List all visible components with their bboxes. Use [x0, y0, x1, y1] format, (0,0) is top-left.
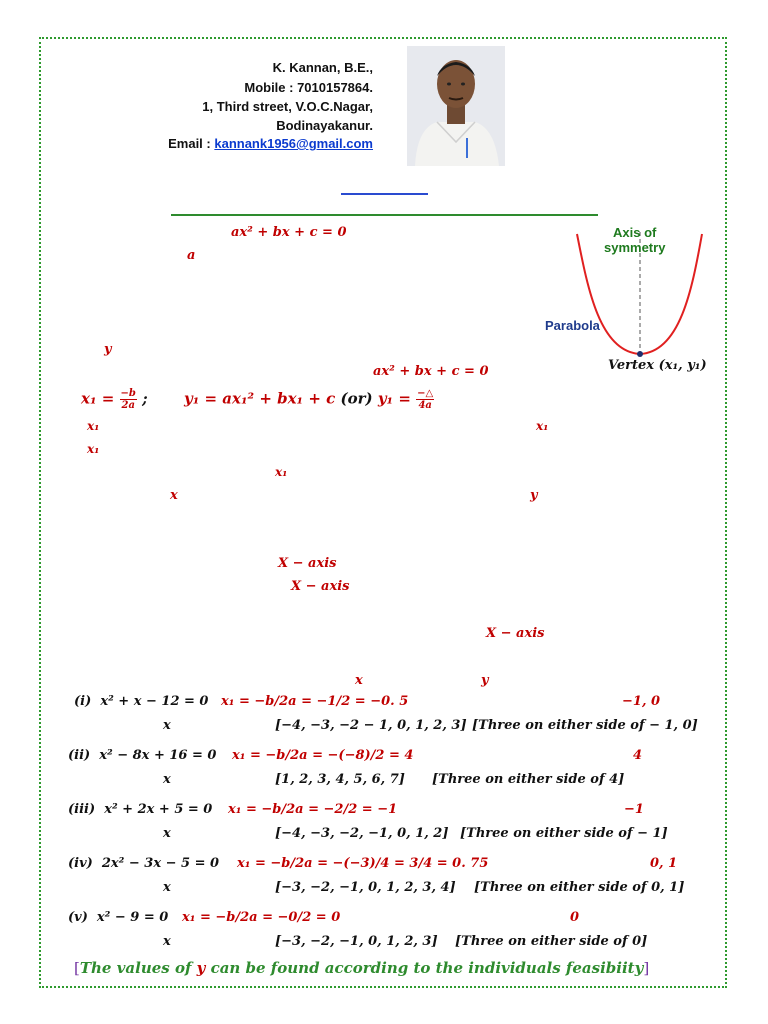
parabola-label: Parabola: [545, 318, 600, 333]
x1-ref: x₁: [536, 419, 549, 433]
example-values: [−4, −3, −2 − 1, 0, 1, 2, 3]: [275, 718, 467, 733]
example-equation: x² − 9 = 0: [96, 910, 169, 925]
example-note: [Three on either side of − 1, 0]: [472, 718, 698, 733]
example-x: x: [163, 772, 171, 787]
author-name: K. Kannan, B.E.,: [272, 60, 373, 75]
var-y: y: [104, 342, 112, 357]
example-label: (iv): [68, 856, 93, 871]
y1-formula: y₁ = ax₁² + bx₁ + c (or) y₁ = $\frac{-\triangle}{4a}$: [184, 388, 434, 411]
section-rule: [171, 214, 598, 216]
x1-ref: x₁: [87, 419, 100, 433]
example-vertex-range: 0, 1: [650, 856, 678, 871]
x-axis-label: X − axis: [486, 626, 545, 641]
example-values: [−4, −3, −2, −1, 0, 1, 2]: [275, 826, 449, 841]
example-x: x: [163, 880, 171, 895]
example-x: x: [163, 934, 171, 949]
x1-ref: x₁: [275, 465, 288, 479]
var-x: x: [170, 488, 178, 503]
example-note: [Three on either side of 0]: [455, 934, 648, 949]
example-calc: x₁ = −b/2a = −1/2 = −0. 5: [221, 694, 409, 709]
example-calc: x₁ = −b/2a = −(−3)/4 = 3/4 = 0. 75: [237, 856, 489, 871]
x1-ref: x₁: [87, 442, 100, 456]
example-values: [1, 2, 3, 4, 5, 6, 7]: [275, 772, 405, 787]
email-link[interactable]: kannank1956@gmail.com: [214, 136, 373, 151]
example-vertex-range: −1, 0: [622, 694, 661, 709]
example-note: [Three on either side of 4]: [432, 772, 625, 787]
example-vertex-range: 4: [633, 748, 643, 763]
example-equation: x² + 2x + 5 = 0: [104, 802, 213, 817]
example-calc: x₁ = −b/2a = −(−8)/2 = 4: [232, 748, 414, 763]
author-email-row: [168, 136, 373, 151]
vertex-label: Vertex (x₁, y₁): [608, 358, 707, 373]
example-label: (ii): [68, 748, 91, 763]
example-calc: x₁ = −b/2a = −0/2 = 0: [182, 910, 341, 925]
example-equation: 2x² − 3x − 5 = 0: [101, 856, 220, 871]
x1-formula: x₁ = $\frac{-b}{2a}$ ;: [81, 388, 148, 411]
footer-statement: [The values of y can be found according to the individuals feasibiity]: [74, 959, 650, 977]
title-underline: [341, 193, 428, 195]
var-a: a: [187, 248, 196, 263]
example-vertex-range: 0: [570, 910, 580, 925]
axis-of-symmetry-label: Axis of symmetry: [604, 225, 666, 255]
example-note: [Three on either side of 0, 1]: [474, 880, 685, 895]
x-axis-label: X − axis: [291, 579, 350, 594]
example-calc: x₁ = −b/2a = −2/2 = −1: [228, 802, 398, 817]
x-axis-label: X − axis: [278, 556, 337, 571]
vertex-dot: [637, 351, 643, 357]
equation-repeat: ax² + bx + c = 0: [373, 364, 489, 379]
example-equation: x² − 8x + 16 = 0: [99, 748, 217, 763]
page-border: [39, 37, 727, 988]
author-photo: [407, 46, 505, 166]
example-note: [Three on either side of − 1]: [460, 826, 668, 841]
general-equation: ax² + bx + c = 0: [231, 225, 347, 240]
example-label: (iii): [68, 802, 96, 817]
example-values: [−3, −2, −1, 0, 1, 2, 3, 4]: [275, 880, 456, 895]
example-label: (v): [68, 910, 88, 925]
example-equation: x² + x − 12 = 0: [100, 694, 209, 709]
example-vertex-range: −1: [624, 802, 644, 817]
example-values: [−3, −2, −1, 0, 1, 2, 3]: [275, 934, 438, 949]
var-y: y: [530, 488, 538, 503]
example-label: (i): [74, 694, 92, 709]
example-x: x: [163, 826, 171, 841]
email-label: Email :: [168, 136, 211, 151]
author-address-line1: 1, Third street, V.O.C.Nagar,: [202, 99, 373, 114]
var-x: x: [355, 673, 363, 688]
example-x: x: [163, 718, 171, 733]
author-address-line2: Bodinayakanur.: [276, 118, 373, 133]
var-y: y: [481, 673, 489, 688]
author-mobile: Mobile : 7010157864.: [244, 80, 373, 95]
